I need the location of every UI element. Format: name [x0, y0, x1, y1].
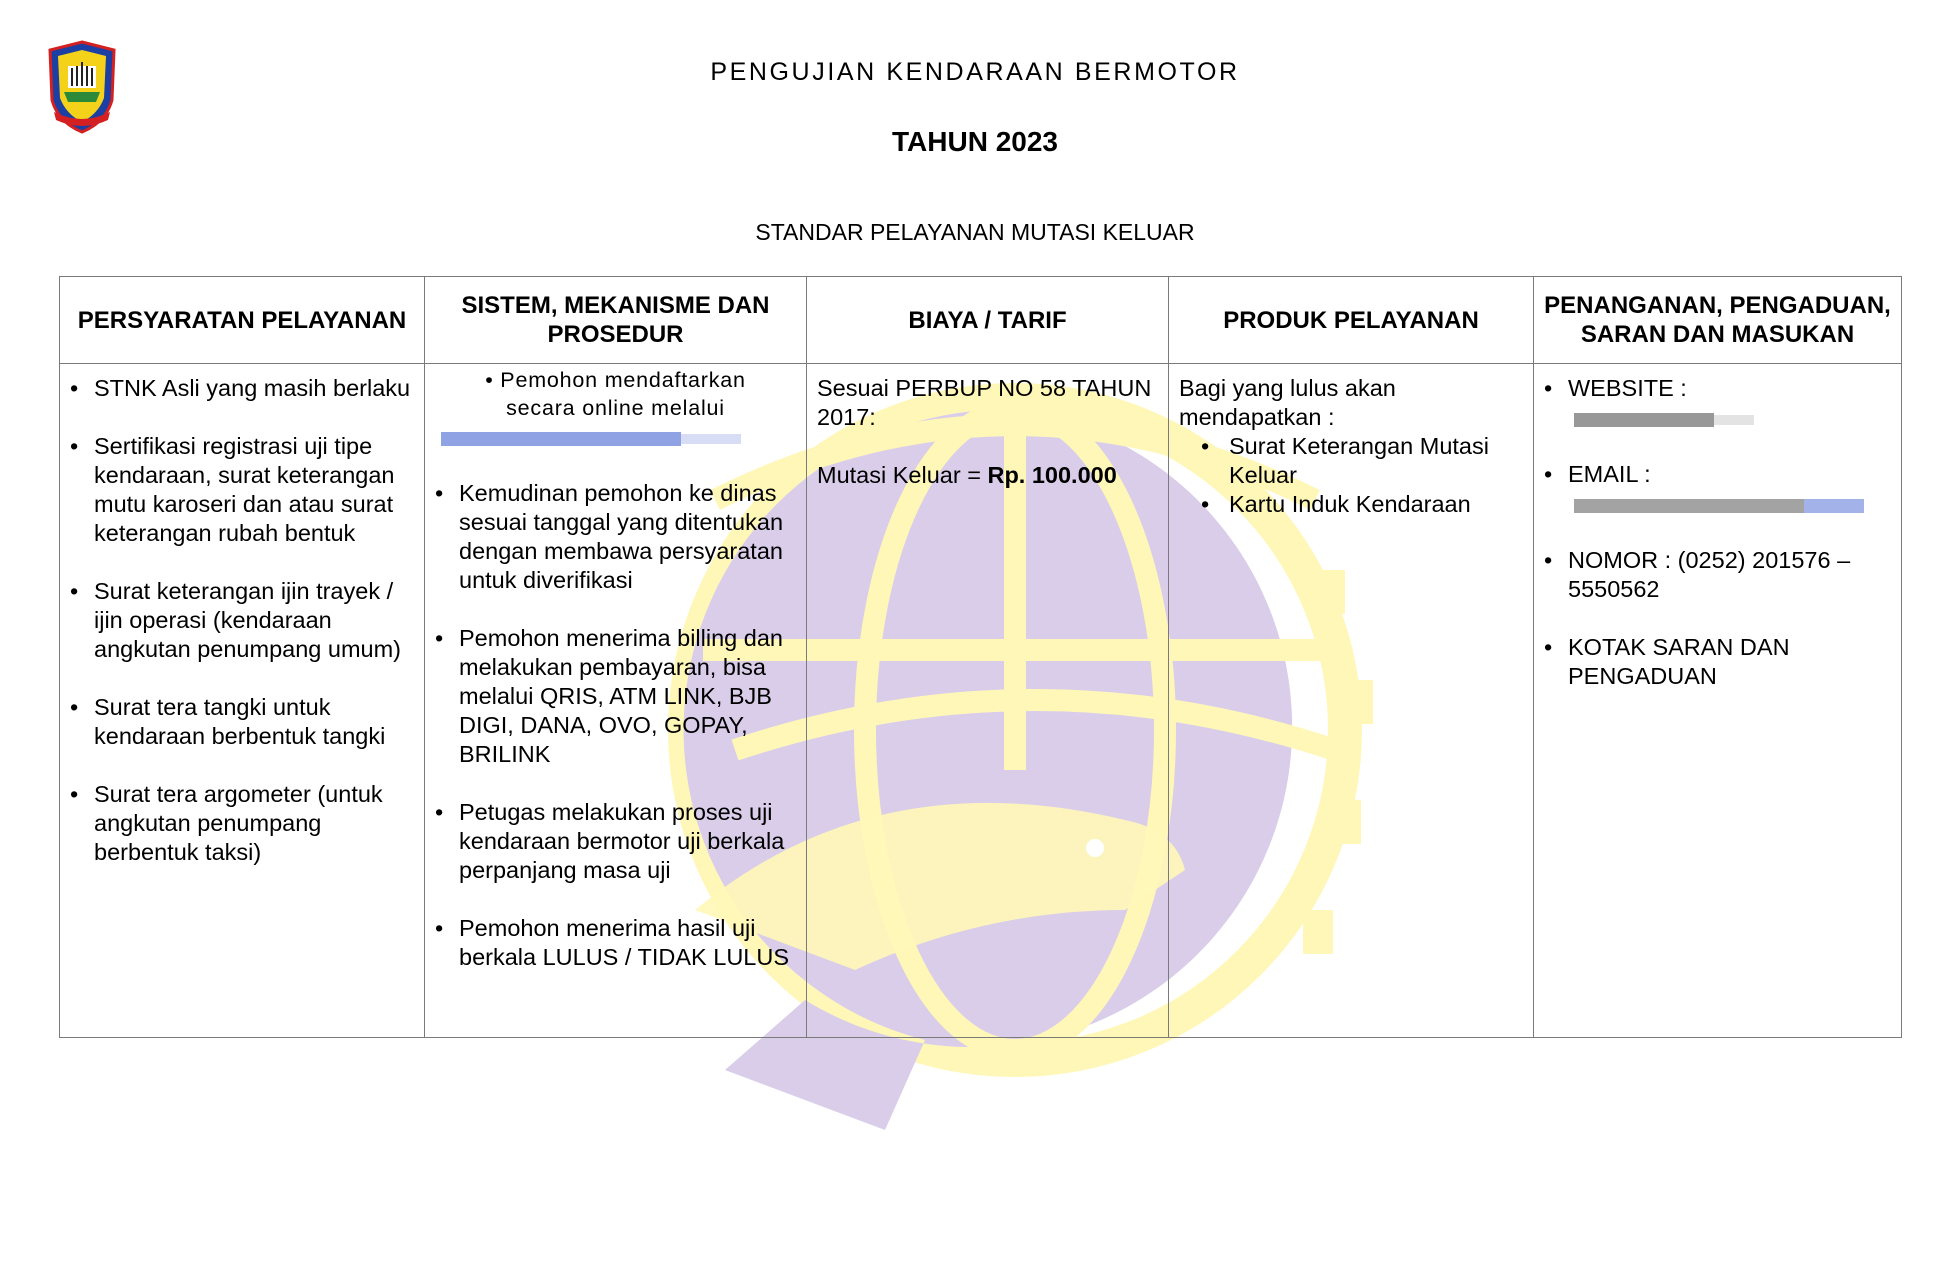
redacted-email — [1574, 495, 1864, 517]
requirements-list — [70, 374, 414, 867]
cell-penanganan — [1534, 364, 1902, 1038]
list-item: • Kemudinan pemohon ke dinas sesuai tanggal yang ditentukan dengan membawa persyaratan untuk diverifikasi — [435, 479, 796, 595]
header-produk: PRODUK PELAYANAN — [1169, 277, 1534, 364]
product-intro: Bagi yang lulus akan mendapatkan : — [1179, 375, 1396, 430]
product-list — [1189, 432, 1523, 519]
list-item: • Pemohon menerima billing dan melakukan pembayaran, bisa melalui QRIS, ATM LINK, BJB DIGI, DANA, OVO, GOPAY, BRILINK — [435, 624, 796, 769]
cell-biaya — [807, 364, 1169, 1038]
page-year: TAHUN 2023 — [892, 126, 1058, 157]
list-item: • Pemohon menerima hasil uji berkala LULUS / TIDAK LULUS — [435, 914, 796, 972]
fee-amount: Rp. 100.000 — [987, 462, 1117, 488]
intro-line: • Pemohon mendaftarkan — [485, 368, 746, 392]
cell-produk — [1169, 364, 1534, 1038]
fee-regulation: Sesuai PERBUP NO 58 TAHUN 2017: — [817, 375, 1152, 430]
website-label: WEBSITE : — [1568, 375, 1687, 401]
list-item: • Kartu Induk Kendaraan — [1189, 490, 1523, 519]
list-item: • KOTAK SARAN DAN PENGADUAN — [1544, 633, 1891, 691]
table-header-row — [60, 277, 1902, 364]
cell-persyaratan — [60, 364, 425, 1038]
cell-sistem — [425, 364, 807, 1038]
redacted-website — [1574, 409, 1754, 431]
list-item: • Sertifikasi registrasi uji tipe kendaraan, surat keterangan mutu karoseri dan atau surat keterangan rubah bentuk — [70, 432, 414, 548]
fee-line — [817, 461, 1158, 490]
service-standard-table — [59, 276, 1902, 1038]
header-penanganan: PENANGANAN, PENGADUAN, SARAN DAN MASUKAN — [1534, 277, 1902, 364]
header-biaya: BIAYA / TARIF — [807, 277, 1169, 364]
list-item: • Surat tera argometer (untuk angkutan penumpang berbentuk taksi) — [70, 780, 414, 867]
list-item: • Surat Keterangan Mutasi Keluar — [1189, 432, 1523, 490]
list-item — [1544, 374, 1891, 431]
list-item: • Surat keterangan ijin trayek / ijin operasi (kendaraan angkutan penumpang umum) — [70, 577, 414, 664]
fee-label: Mutasi Keluar = — [817, 462, 988, 488]
header-sistem: SISTEM, MEKANISME DAN PROSEDUR — [425, 277, 807, 364]
list-item — [1544, 460, 1891, 517]
procedure-list — [435, 479, 796, 972]
redacted-link — [441, 428, 741, 450]
intro-line: secara online melalui — [506, 396, 725, 420]
list-item: • NOMOR : (0252) 201576 – 5550562 — [1544, 546, 1891, 604]
page-subtitle: STANDAR PELAYANAN MUTASI KELUAR — [755, 219, 1195, 245]
list-item: • Surat tera tangki untuk kendaraan berbentuk tangki — [70, 693, 414, 751]
contact-list — [1544, 374, 1891, 691]
list-item: • Petugas melakukan proses uji kendaraan bermotor uji berkala perpanjang masa uji — [435, 798, 796, 885]
header-persyaratan: PERSYARATAN PELAYANAN — [60, 277, 425, 364]
list-item: • STNK Asli yang masih berlaku — [70, 374, 414, 403]
registration-intro — [435, 366, 796, 422]
page-title: PENGUJIAN KENDARAAN BERMOTOR — [710, 58, 1240, 86]
email-label: EMAIL : — [1568, 461, 1651, 487]
regency-logo — [46, 40, 118, 135]
table-row — [60, 364, 1902, 1038]
